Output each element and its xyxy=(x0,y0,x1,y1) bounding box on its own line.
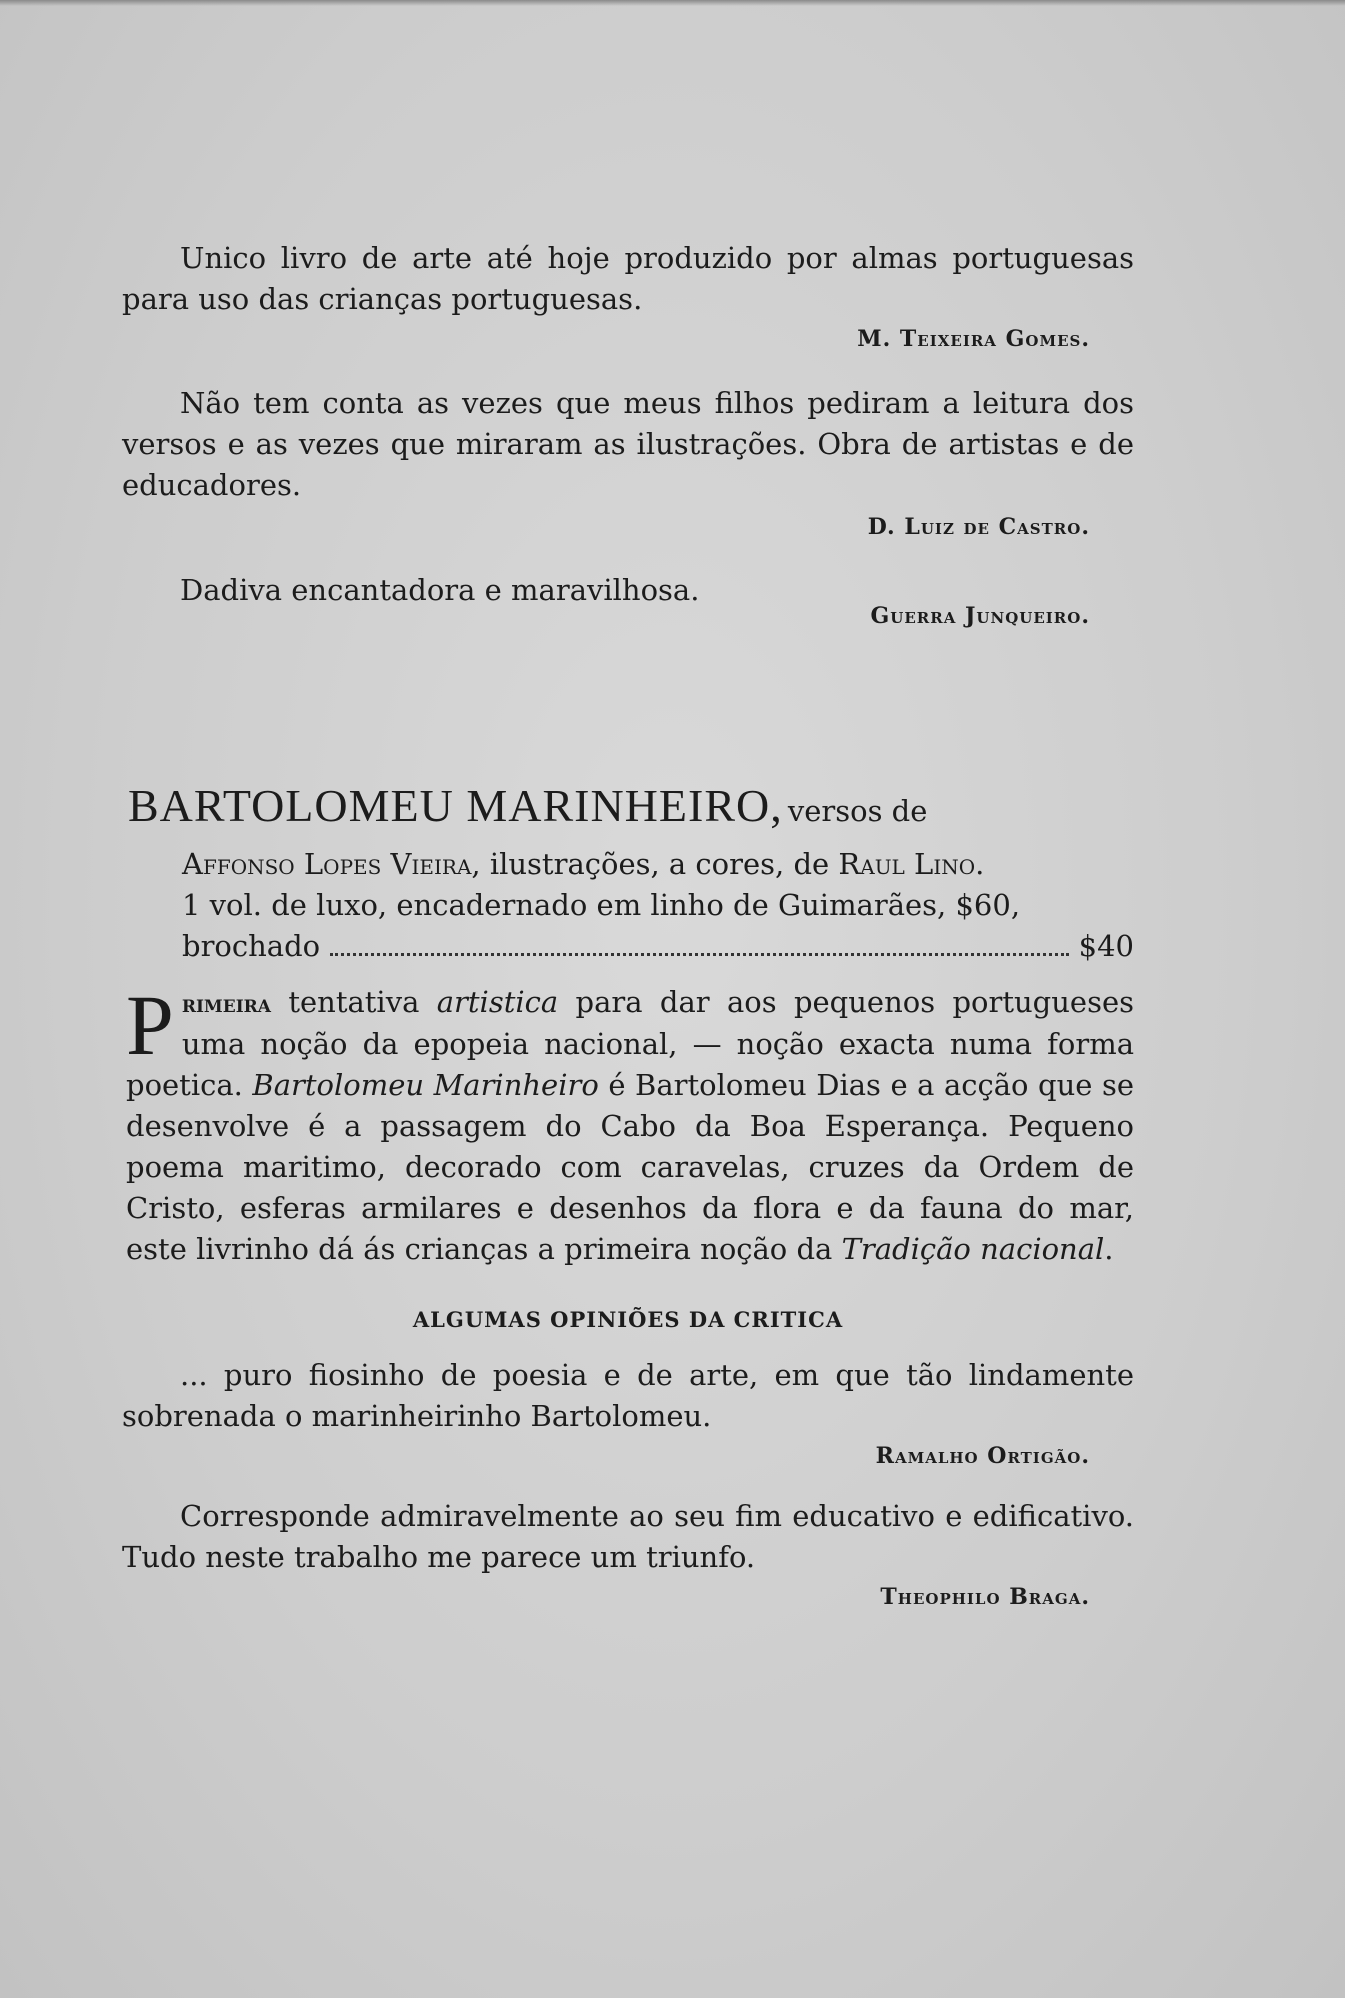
review-theophilo-braga xyxy=(122,1496,1134,1610)
description-segment: para dar aos pequenos portugueses uma noção da epopeia nacional, — noção exacta numa forma poetica. xyxy=(126,985,1134,1102)
review-text: Dadiva encantadora e maravilhosa. xyxy=(180,573,700,607)
description-segment: . xyxy=(1104,1232,1114,1266)
review-author: D. Luiz de Castro. xyxy=(867,514,1090,540)
description-segment: é Bartolomeu Dias e a acção que se desenvolve é a passagem do Cabo da Boa Esperança. Pequeno poema maritimo, decorado com caravelas, cruzes da Ordem de Cristo, esferas armilares e desenhos da flora e da fauna do mar, este livrinho dá ás crianças a primeira noção da xyxy=(126,1068,1134,1266)
book-description xyxy=(126,977,1134,1270)
critics-heading-wrap xyxy=(122,1307,1134,1332)
price-label: brochado xyxy=(182,929,321,963)
drop-cap: P xyxy=(126,977,174,1073)
price-line xyxy=(128,926,1134,967)
book-author: Affonso Lopes Vieira xyxy=(182,847,472,881)
review-text: Unico livro de arte até hoje produzido por almas portuguesas para uso das crianças portuguesas. xyxy=(122,241,1134,316)
review-author: Guerra Junqueiro. xyxy=(870,603,1090,629)
book-title-suffix: versos de xyxy=(787,794,928,828)
review-teixeira-gomes xyxy=(122,238,1134,352)
book-credit-end: . xyxy=(975,847,985,881)
review-author: Theophilo Braga. xyxy=(880,1584,1090,1610)
book-entry xyxy=(128,778,1134,967)
review-author: Ramalho Ortigão. xyxy=(875,1443,1090,1469)
description-emphasis: Bartolomeu Marinheiro xyxy=(252,1068,599,1102)
book-edition: 1 vol. de luxo, encadernado em linho de Guimarães, $60, xyxy=(182,888,1021,922)
description-cap-rest: rimeira xyxy=(181,989,271,1018)
review-guerra-junqueiro xyxy=(122,570,1134,629)
leader-dots xyxy=(330,953,1069,956)
book-credits xyxy=(128,844,1134,885)
review-ramalho-ortigao xyxy=(122,1355,1134,1469)
review-text: ... puro fiosinho de poesia e de arte, em que tão lindamente sobrenada o marinheirinho Bartolomeu. xyxy=(122,1358,1134,1433)
book-credit-mid: , ilustrações, a cores, de xyxy=(471,847,839,881)
review-text: Não tem conta as vezes que meus filhos pediram a leitura dos versos e as vezes que miraram as ilustrações. Obra de artistas e de educadores. xyxy=(122,386,1134,502)
description-segment: tentativa xyxy=(270,985,437,1019)
price-value: $40 xyxy=(1078,929,1134,963)
description-text xyxy=(126,977,1134,1270)
book-illustrator: Raul Lino xyxy=(838,847,976,881)
description-emphasis: artistica xyxy=(436,985,559,1019)
review-text: Corresponde admiravelmente ao seu fim educativo e edificativo. Tudo neste trabalho me parece um triunfo. xyxy=(122,1499,1134,1574)
review-author: M. Teixeira Gomes. xyxy=(857,326,1090,352)
review-luiz-de-castro xyxy=(122,383,1134,540)
book-title: BARTOLOMEU MARINHEIRO, xyxy=(128,780,783,831)
description-emphasis: Tradição nacional xyxy=(841,1232,1105,1266)
critics-heading: ALGUMAS OPINIÕES DA CRITICA xyxy=(412,1307,844,1332)
